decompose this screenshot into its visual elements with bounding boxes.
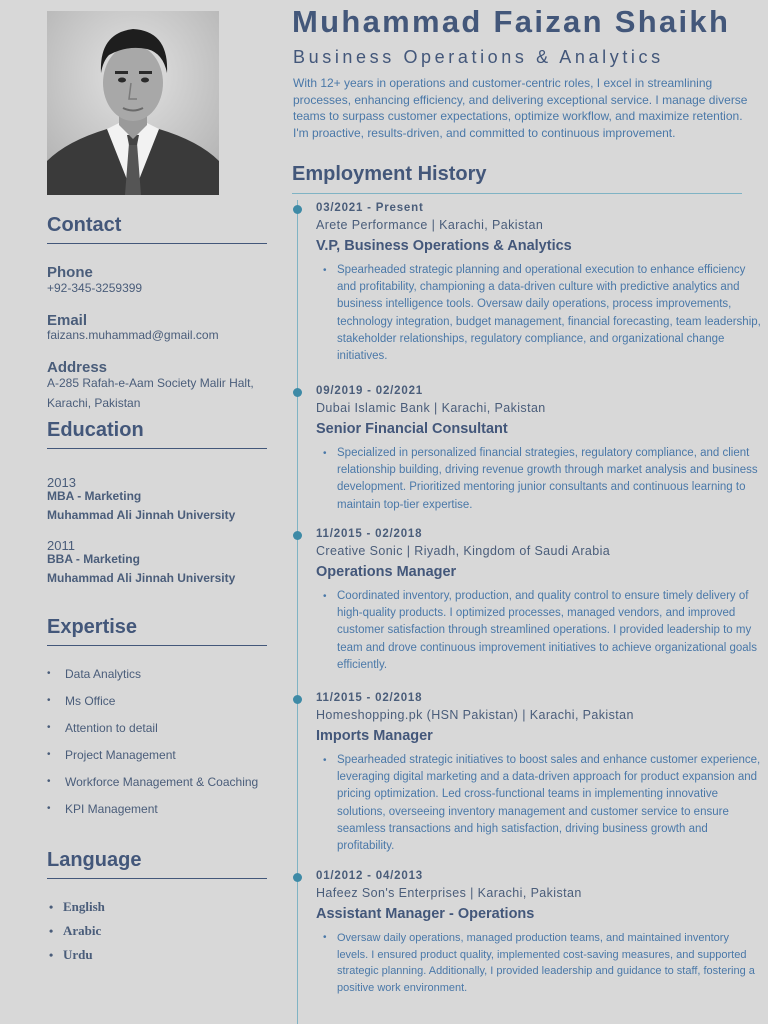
timeline-dot — [293, 388, 302, 397]
education-heading: Education — [47, 419, 267, 449]
job-entry — [316, 528, 762, 674]
job-company: Hafeez Son's Enterprises | Karachi, Pakistan — [316, 886, 582, 900]
phone-value: +92-345-3259399 — [47, 281, 143, 295]
education-university: Muhammad Ali Jinnah University — [47, 508, 236, 522]
candidate-role: Business Operations & Analytics — [293, 47, 664, 67]
language-heading: Language — [47, 849, 267, 879]
job-title: Assistant Manager - Operations — [316, 906, 535, 922]
expertise-heading: Expertise — [47, 616, 267, 646]
expertise-item: • KPI Management — [47, 801, 287, 828]
email-label: Email — [47, 312, 88, 329]
job-title: Senior Financial Consultant — [316, 421, 508, 437]
job-description: • Spearheaded strategic initiatives to boost sales and enhance customer experience, leveraging digital marketing and a data-driven approach for product expansion and pricing optimization. Led cross-functional teams in implementing innovative solutions, overseeing inventory management and customer service to ensure seamless transactions and high satisfaction, driving business growth and profitability. — [316, 752, 762, 855]
timeline-dot — [293, 531, 302, 540]
employment-divider — [292, 193, 742, 194]
phone-label: Phone — [47, 264, 93, 281]
education-year: 2013 — [47, 475, 76, 490]
job-description: • Specialized in personalized financial strategies, regulatory compliance, and client relationship building, driving revenue growth through market analysis and business development. Prioritized mentoring junior consultants and continuous learning to maintain top-tier expertise. — [316, 445, 762, 514]
job-dates: 11/2015 - 02/2018 — [316, 692, 423, 704]
education-year: 2011 — [47, 538, 75, 553]
job-company: Dubai Islamic Bank | Karachi, Pakistan — [316, 401, 546, 415]
expertise-item: • Project Management — [47, 747, 287, 774]
job-company: Homeshopping.pk (HSN Pakistan) | Karachi, Pakistan — [316, 708, 634, 722]
job-dates: 03/2021 - Present — [316, 202, 424, 214]
job-description: • Spearheaded strategic planning and operational execution to enhance efficiency and profitability, championing a data-driven culture with predictive analytics and business intelligence tools. Oversaw daily operations, process improvements, technology integration, budget management, financial forecasting, team leadership, stakeholder relationships, regulatory compliance, and organizational change initiatives. — [316, 262, 762, 365]
job-description: • Oversaw daily operations, managed production teams, and maintained inventory levels. I ensured product quality, implemented cost-saving measures, and supported strategic planning. Additionally, I provided leadership and guidance to staff, fostering a positive work environment. — [316, 930, 762, 996]
language-item: • Urdu — [47, 947, 247, 971]
expertise-item: • Ms Office — [47, 693, 287, 720]
education-university: Muhammad Ali Jinnah University — [47, 571, 236, 585]
job-dates: 11/2015 - 02/2018 — [316, 528, 423, 540]
language-list — [47, 899, 247, 971]
timeline-line — [297, 200, 298, 1024]
job-description: • Coordinated inventory, production, and quality control to ensure timely delivery of high-quality products. I optimized processes, managed vendors, and improved customer satisfaction through streamlined operations. I provided leadership to my team and drove continuous improvement initiatives to achieve organizational goals efficiently. — [316, 588, 762, 674]
language-item: • English — [47, 899, 247, 923]
job-entry — [316, 692, 762, 855]
job-entry — [316, 385, 762, 514]
employment-heading: Employment History — [292, 163, 487, 185]
profile-summary: With 12+ years in operations and customer-centric roles, I excel in streamlining processes, enhancing efficiency, and delivering exceptional service. I manage diverse teams to surpass customer expectations, optimize workflow, and maximize retention. I'm proactive, results-driven, and committed to continuous improvement. — [293, 76, 748, 140]
profile-photo — [47, 11, 219, 195]
expertise-item: • Data Analytics — [47, 666, 287, 693]
timeline-dot — [293, 695, 302, 704]
portrait-image — [47, 11, 219, 195]
expertise-list — [47, 666, 287, 828]
expertise-item: • Workforce Management & Coaching — [47, 774, 287, 801]
address-value: A-285 Rafah-e-Aam Society Malir Halt, Karachi, Pakistan — [47, 376, 254, 410]
job-company: Arete Performance | Karachi, Pakistan — [316, 218, 544, 232]
contact-heading: Contact — [47, 214, 267, 244]
job-title: Imports Manager — [316, 728, 433, 744]
job-entry — [316, 870, 762, 996]
job-company: Creative Sonic | Riyadh, Kingdom of Saudi Arabia — [316, 544, 611, 558]
job-title: Operations Manager — [316, 564, 457, 580]
language-item: • Arabic — [47, 923, 247, 947]
education-degree: MBA - Marketing — [47, 489, 142, 503]
candidate-name: Muhammad Faizan Shaikh — [292, 4, 731, 39]
job-dates: 09/2019 - 02/2021 — [316, 385, 423, 397]
address-label: Address — [47, 359, 108, 376]
email-value: faizans.muhammad@gmail.com — [47, 328, 219, 342]
job-entry — [316, 202, 762, 365]
education-degree: BBA - Marketing — [47, 552, 140, 566]
timeline-dot — [293, 873, 302, 882]
expertise-item: • Attention to detail — [47, 720, 287, 747]
timeline-dot — [293, 205, 302, 214]
job-dates: 01/2012 - 04/2013 — [316, 870, 423, 882]
job-title: V.P, Business Operations & Analytics — [316, 238, 572, 254]
